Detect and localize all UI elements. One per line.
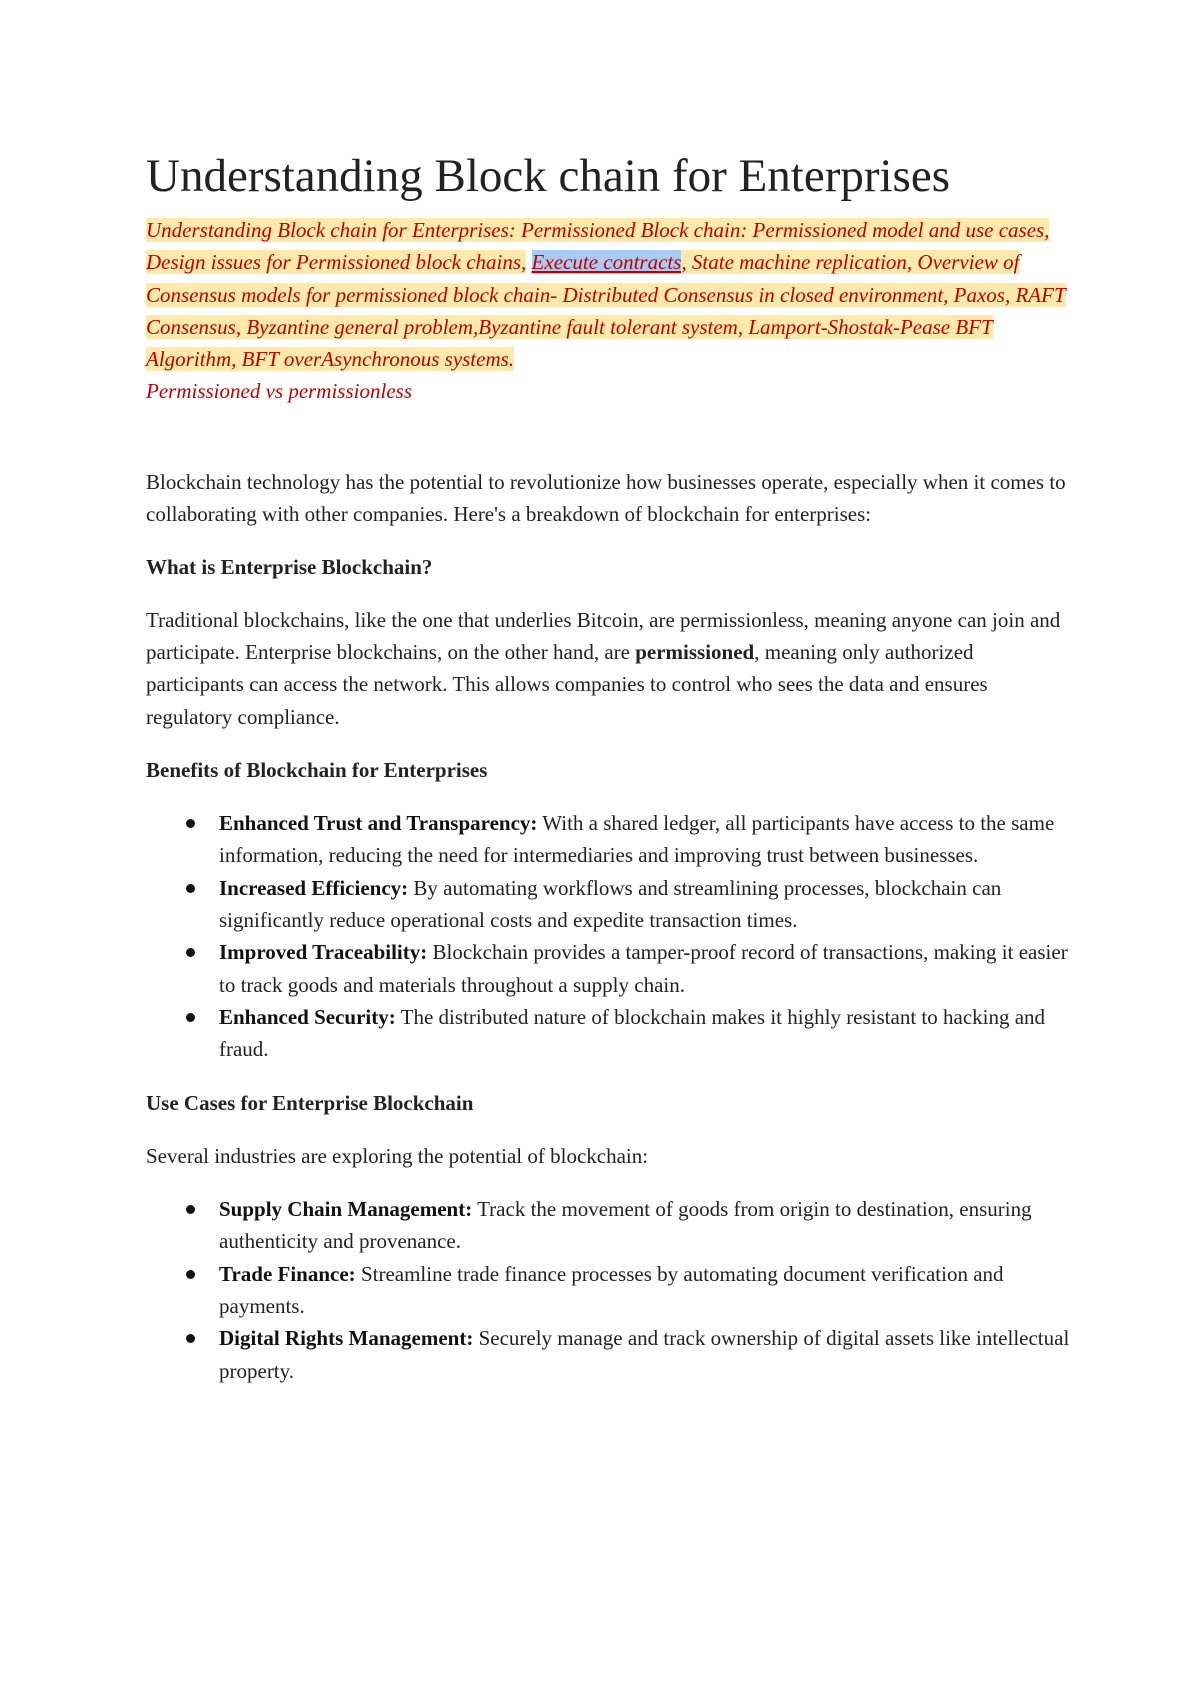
bullet-icon (186, 819, 195, 828)
list-item (146, 1258, 1076, 1323)
section1-paragraph (146, 604, 1076, 733)
document-content (146, 148, 1076, 1387)
section-heading-benefits: Benefits of Blockchain for Enterprises (146, 757, 488, 782)
list-item-term: Trade Finance: (219, 1261, 356, 1286)
syllabus-paragraph (146, 214, 1076, 375)
list-item-term: Increased Efficiency: (219, 875, 409, 900)
list-item (146, 872, 1076, 937)
bullet-icon (186, 884, 195, 893)
bullet-icon (186, 1334, 195, 1343)
execute-contracts-link[interactable]: Execute contracts (531, 250, 682, 275)
syllabus-highlight-1: Understanding Block chain for Enterprises: Permissioned Block chain: Permissioned model and use cases, Design issues for Permissioned block chains, (146, 218, 1050, 275)
list-item (146, 1322, 1076, 1387)
section1-text-after: , meaning only authorized participants can access the network. This allows companies to control who sees the data and ensures regulatory compliance. (146, 639, 988, 729)
list-item (146, 1001, 1076, 1066)
document-title: Understanding Block chain for Enterprises (146, 150, 951, 202)
list-item-text: With a shared ledger, all participants have access to the same information, reducing the need for intermediaries and improving trust between businesses. (219, 811, 1055, 868)
intro-paragraph: Blockchain technology has the potential to revolutionize how businesses operate, especially when it comes to collaborating with other companies. Here's a breakdown of blockchain for enterprises: (146, 469, 1066, 527)
list-item-term: Digital Rights Management: (219, 1326, 474, 1351)
bullet-icon (186, 948, 195, 957)
list-item (146, 1193, 1076, 1258)
section1-bold-term: permissioned (635, 639, 755, 664)
list-item (146, 936, 1076, 1001)
bullet-icon (186, 1205, 195, 1214)
use-cases-list (146, 1193, 1076, 1387)
list-item-term: Supply Chain Management: (219, 1197, 473, 1222)
section1-text-before: Traditional blockchains, like the one that underlies Bitcoin, are permissionless, meaning anyone can join and participate. Enterprise blockchains, on the other hand, are (146, 607, 1061, 664)
section3-intro: Several industries are exploring the potential of blockchain: (146, 1143, 649, 1168)
list-item-text: Track the movement of goods from origin to destination, ensuring authenticity and provenance. (219, 1197, 1032, 1254)
list-item-text: Blockchain provides a tamper-proof record of transactions, making it easier to track goods and materials throughout a supply chain. (219, 940, 1068, 997)
list-item-text: Securely manage and track ownership of digital assets like intellectual property. (219, 1326, 1070, 1383)
section-heading-use-cases: Use Cases for Enterprise Blockchain (146, 1090, 474, 1115)
list-item-term: Enhanced Trust and Transparency: (219, 811, 538, 836)
list-item-term: Improved Traceability: (219, 940, 428, 965)
list-item-text: Streamline trade finance processes by automating document verification and payments. (219, 1261, 1004, 1319)
bullet-icon (186, 1013, 195, 1022)
benefits-list (146, 807, 1076, 1065)
syllabus-subtitle: Permissioned vs permissionless (146, 379, 412, 404)
list-item (146, 807, 1076, 872)
list-item-text: By automating workflows and streamlining processes, blockchain can significantly reduce operational costs and expedite transaction times. (219, 875, 1002, 933)
list-item-text: The distributed nature of blockchain makes it highly resistant to hacking and fraud. (219, 1004, 1046, 1062)
bullet-icon (186, 1270, 195, 1279)
list-item-term: Enhanced Security: (219, 1004, 396, 1029)
section-heading-what-is: What is Enterprise Blockchain? (146, 555, 433, 580)
syllabus-highlight-2: , State machine replication, Overview of Consensus models for permissioned block chain- Distributed Consensus in closed environment, Paxos, RAFT Consensus, Byzantine general problem,Byzantine fault tolerant system, Lamport-Shostak-Pease BFT Algorithm, BFT overAsynchronous systems. (146, 250, 1066, 372)
